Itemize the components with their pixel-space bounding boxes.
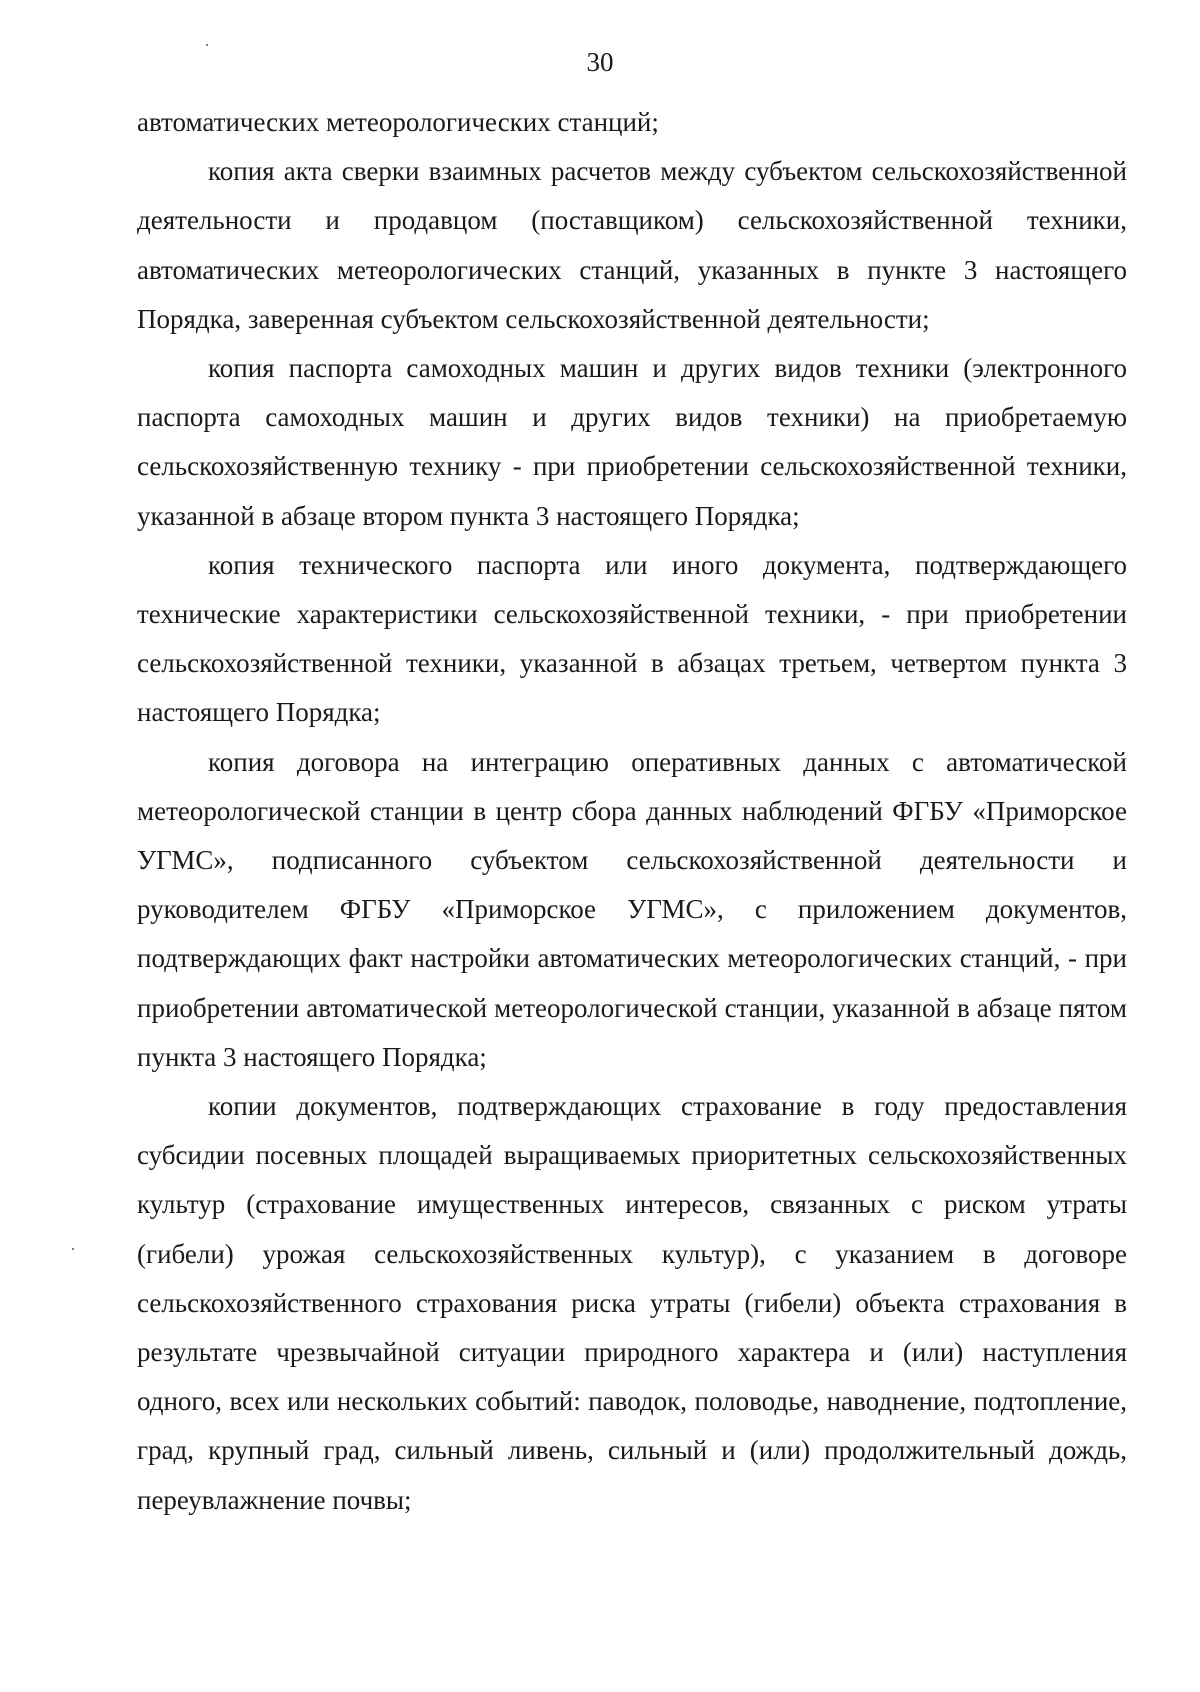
scan-speck <box>72 1248 74 1250</box>
paragraph-continuation: автоматических метеорологических станций; <box>137 107 659 137</box>
paragraph-machine-passport: копия паспорта самоходных машин и других видов техники (электронного паспорта самоходных машин и других видов техники) на приобретаемую сельскохозяйственную технику - при приобретении сельскохозяйственной техники, указанной в абзаце втором пункта 3 настоящего Порядка; <box>137 353 1127 531</box>
document-body <box>137 98 1127 1525</box>
paragraph-reconciliation-act: копия акта сверки взаимных расчетов между субъектом сельскохозяйственной деятельности и продавцом (поставщиком) сельскохозяйственной техники, автоматических метеорологических станций, указанных в пункте 3 настоящего Порядка, заверенная субъектом сельскохозяйственной деятельности; <box>137 156 1127 334</box>
paragraph-integration-contract: копия договора на интеграцию оперативных данных с автоматической метеорологической станции в центр сбора данных наблюдений ФГБУ «Приморское УГМС», подписанного субъектом сельскохозяйственной деятельности и руководителем ФГБУ «Приморское УГМС», с приложением документов, подтверждающих факт настройки автоматических метеорологических станций, - при приобретении автоматической метеорологической станции, указанной в абзаце пятом пункта 3 настоящего Порядка; <box>137 746 1127 1072</box>
page-number: 30 <box>586 47 614 77</box>
paragraph-insurance-documents: копии документов, подтверждающих страхование в году предоставления субсидии посевных площадей выращиваемых приоритетных сельскохозяйственных культур (страхование имущественных интересов, связанных с риском утраты (гибели) урожая сельскохозяйственных культур), с указанием в договоре сельскохозяйственного страхования риска утраты (гибели) объекта страхования в результате чрезвычайной ситуации природного характера и (или) наступления одного, всех или нескольких событий: паводок, половодье, наводнение, подтопление, град, крупный град, сильный ливень, сильный и (или) продолжительный дождь, переувлажнение почвы; <box>137 1091 1127 1515</box>
paragraph-technical-passport: копия технического паспорта или иного документа, подтверждающего технические характеристики сельскохозяйственной техники, - при приобретении сельскохозяйственной техники, указанной в абзацах третьем, четвертом пункта 3 настоящего Порядка; <box>137 549 1127 728</box>
